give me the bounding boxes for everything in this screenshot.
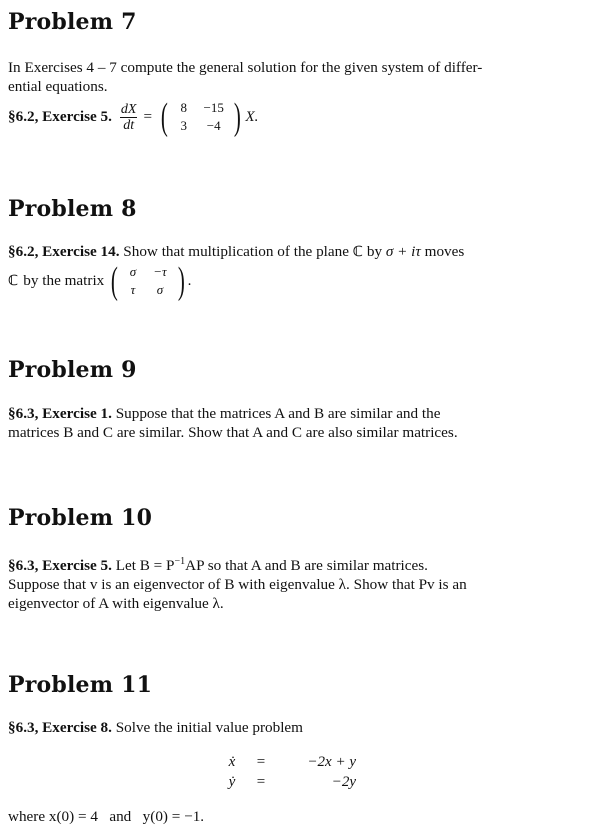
problem-10-exercise-ref: §6.3, Exercise 5. [8,557,112,575]
problem-8-text1: Show that multiplication of the plane [123,243,349,260]
matrix-entry: 3 [180,118,187,133]
problem-7-intro-line1: In Exercises 4 – 7 compute the general solution for the given system of differ- [8,59,483,76]
equals-sign: = [143,108,153,125]
right-paren: ) [233,96,241,138]
matrix-entry: τ [130,282,136,297]
problem-8-line2 [8,262,191,300]
derivative-fraction [120,102,138,133]
matrix-entry: −15 [203,100,224,115]
problem-7-intro [8,58,568,96]
problem-10-line1 [8,552,568,575]
matrix-entry: 8 [180,100,187,115]
ode-row [218,752,356,772]
matrix-entry: σ [129,264,137,279]
ode-equals: = [256,754,266,770]
rotation-matrix [121,263,175,299]
problem-9-heading: Problem 9 [8,357,137,383]
initial-conditions: where x(0) = 4 and y(0) = −1. [8,808,205,825]
problem-11-exercise-ref: §6.3, Exercise 8. [8,719,112,736]
problem-8-exercise-ref: §6.2, Exercise 14. [8,243,120,260]
problem-10-body [8,552,568,613]
problem-10-line2: Suppose that v is an eigenvector of B with eigenvalue λ. Show that Pv is an [8,576,467,594]
period: . [187,272,192,289]
ode-equals: = [256,774,266,790]
matrix-entry: −τ [153,264,167,279]
complex-plane-symbol: ℂ [8,273,19,289]
vector-variable: X. [245,108,259,125]
coefficient-matrix [171,99,231,135]
ode-system [218,752,356,792]
matrix-entry: −4 [206,118,221,133]
problem-7-intro-line2: ential equations. [8,78,108,95]
problem-11-heading: Problem 11 [8,672,153,698]
problem-8-line1 [8,243,464,261]
problem-9-line1 [8,404,568,423]
complex-plane-symbol: ℂ [352,244,364,260]
problem-11-text: Solve the initial value problem [115,719,303,736]
complex-expression: σ + iτ [385,243,421,260]
problem-10-line3: eigenvector of A with eigenvalue λ. [8,595,224,613]
left-paren: ( [111,260,119,302]
left-paren: ( [160,96,168,138]
ode-lhs: ẋ [228,754,236,770]
problem-8-heading: Problem 8 [8,196,137,222]
problem-9-line2: matrices B and C are similar. Show that A and C are also similar matrices. [8,424,458,441]
problem-10-text1a: Let B = P [115,557,175,575]
fraction-denominator: dt [123,117,135,133]
problem-8-text4: by the matrix [23,272,105,289]
ode-rhs: −2y [331,774,356,790]
ode-row [218,772,356,792]
right-paren: ) [177,260,185,302]
problem-7-heading: Problem 7 [8,9,137,35]
problem-11-line1 [8,719,303,737]
problem-10-text1b: AP so that A and B are similar matrices. [185,557,428,575]
matrix-entry: σ [156,282,164,297]
fraction-numerator: dX [120,101,137,117]
problem-8-text2: by [366,243,383,260]
ode-rhs: −2x + y [307,754,356,770]
inverse-superscript: −1 [174,556,186,567]
problem-10-heading: Problem 10 [8,505,153,531]
problem-9-body [8,404,568,442]
ode-lhs: ẏ [228,774,236,790]
problem-7-exercise-ref: §6.2, Exercise 5. [8,108,112,125]
problem-8-text3: moves [424,243,465,260]
problem-9-exercise-ref: §6.3, Exercise 1. [8,405,112,422]
problem-7-equation [8,98,258,136]
problem-9-text1: Suppose that the matrices A and B are similar and the [115,405,441,422]
